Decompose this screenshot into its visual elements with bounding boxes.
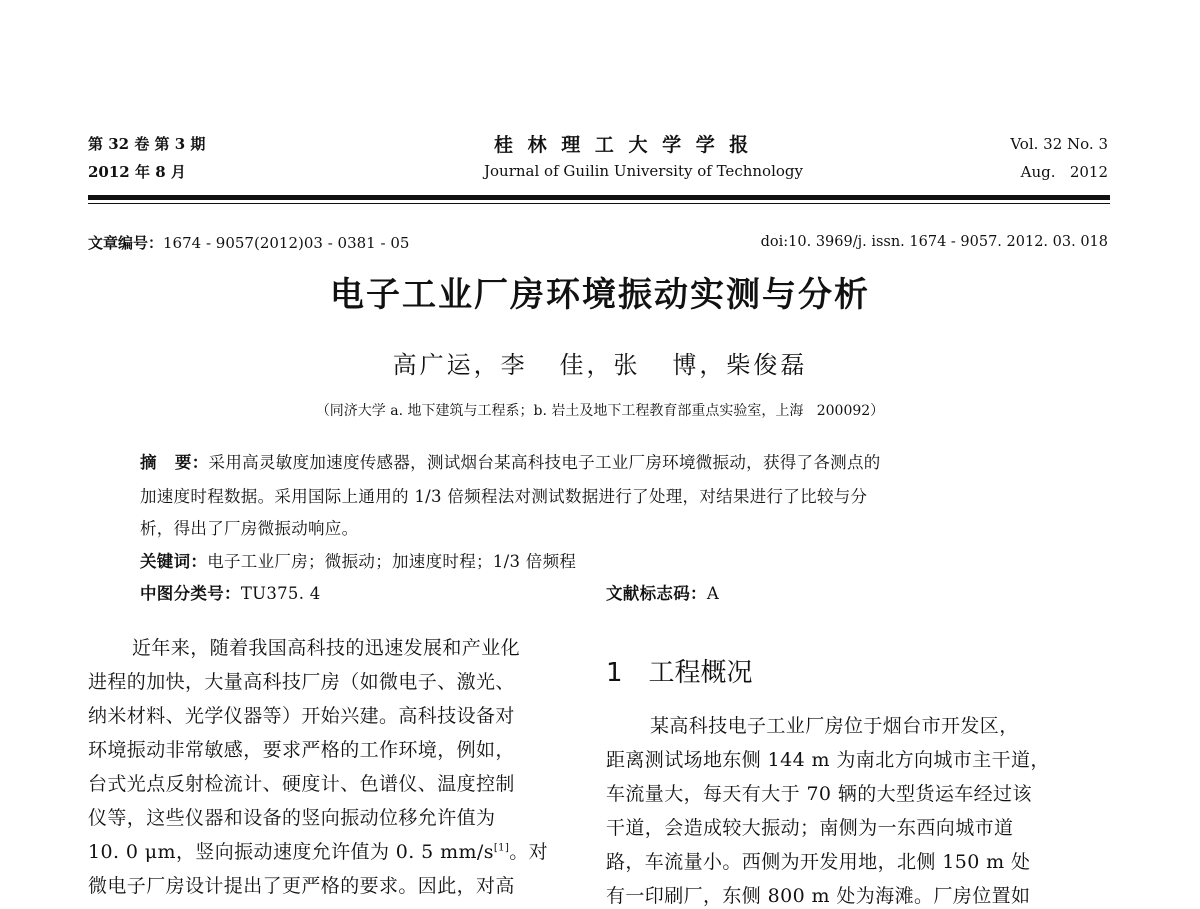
document-code [606,580,719,604]
date-en: Aug. 2012 [1020,163,1108,181]
article-number-label: 文章编号： [88,234,164,252]
keywords-value: 电子工业厂房；微振动；加速度时程；1/3 倍频程 [207,552,577,571]
authors: 高广运，李 佳，张 博，柴俊磊 [392,351,808,379]
article-number [88,232,409,253]
right-line-5: 路，车流量小。西侧为开发用地，北侧 150 m 处 [606,851,1031,873]
affiliation: （同济大学 a. 地下建筑与工程系；b. 岩土及地下工程教育部重点实验室，上海 200092） [315,403,885,419]
right-line-4: 干道，会造成较大振动；南侧为一东西向城市道 [606,817,1014,839]
section-title: 工程概况 [648,658,753,688]
keywords [140,548,576,572]
left-line-7-text: 10. 0 μm，竖向振动速度允许值为 0. 5 mm/s [88,841,494,863]
doi: doi:10. 3969/j. issn. 1674 - 9057. 2012. 03. 018 [760,234,1108,250]
volume-issue-cn: 第 32 卷 第 3 期 [88,135,206,153]
section-heading [606,652,753,689]
left-line-7 [88,837,548,864]
document-code-label: 文献标志码： [606,584,707,603]
abstract-label: 摘 要： [140,453,209,472]
clc-label: 中图分类号： [140,584,241,603]
left-line-6: 仪等，这些仪器和设备的竖向振动位移允许值为 [88,807,496,829]
keywords-label: 关键词： [140,552,208,571]
abstract-line-2: 加速度时程数据。采用国际上通用的 1/3 倍频程法对测试数据进行了处理，对结果进行了比较与分 [140,487,868,506]
left-line-3: 纳米材料、光学仪器等）开始兴建。高科技设备对 [88,705,515,727]
volume-issue-en: Vol. 32 No. 3 [1010,135,1108,153]
right-line-1: 某高科技电子工业厂房位于烟台市开发区， [650,715,1019,737]
left-line-4: 环境振动非常敏感，要求严格的工作环境，例如， [88,739,515,761]
section-number: 1 [606,658,623,688]
document-code-value: A [706,584,720,603]
reference-mark[interactable]: [1] [493,842,510,854]
article-number-value: 1674 - 9057(2012)03 - 0381 - 05 [163,234,410,252]
right-line-6: 有一印刷厂，东侧 800 m 处为海滩。厂房位置如 [606,885,1031,907]
abstract-line-3: 析，得出了厂房微振动响应。 [140,519,359,538]
clc-value: TU375. 4 [240,584,321,603]
right-line-2: 距离测试场地东侧 144 m 为南北方向城市主干道， [606,749,1050,771]
abstract-text-1: 采用高灵敏度加速度传感器，测试烟台某高科技电子工业厂房环境微振动，获得了各测点的 [208,453,881,472]
date-cn: 2012 年 8 月 [88,163,186,181]
left-line-5: 台式光点反射检流计、硬度计、色谱仪、温度控制 [88,773,515,795]
left-line-8: 微电子厂房设计提出了更严格的要求。因此，对高 [88,875,515,897]
left-line-7-tail: 。对 [509,841,549,863]
journal-title-en: Journal of Guilin University of Technology [484,162,803,180]
journal-title-cn: 桂 林 理 工 大 学 学 报 [494,134,753,156]
article-title: 电子工业厂房环境振动实测与分析 [330,275,870,315]
header-rule-thin [88,203,1110,204]
left-line-1: 近年来，随着我国高科技的迅速发展和产业化 [132,637,521,659]
left-line-2: 进程的加快，大量高科技厂房（如微电子、激光、 [88,671,515,693]
header-rule-thick [88,195,1110,200]
right-line-3: 车流量大，每天有大于 70 辆的大型货运车经过该 [606,783,1032,805]
clc-number [140,580,321,604]
abstract-line-1 [140,449,881,473]
